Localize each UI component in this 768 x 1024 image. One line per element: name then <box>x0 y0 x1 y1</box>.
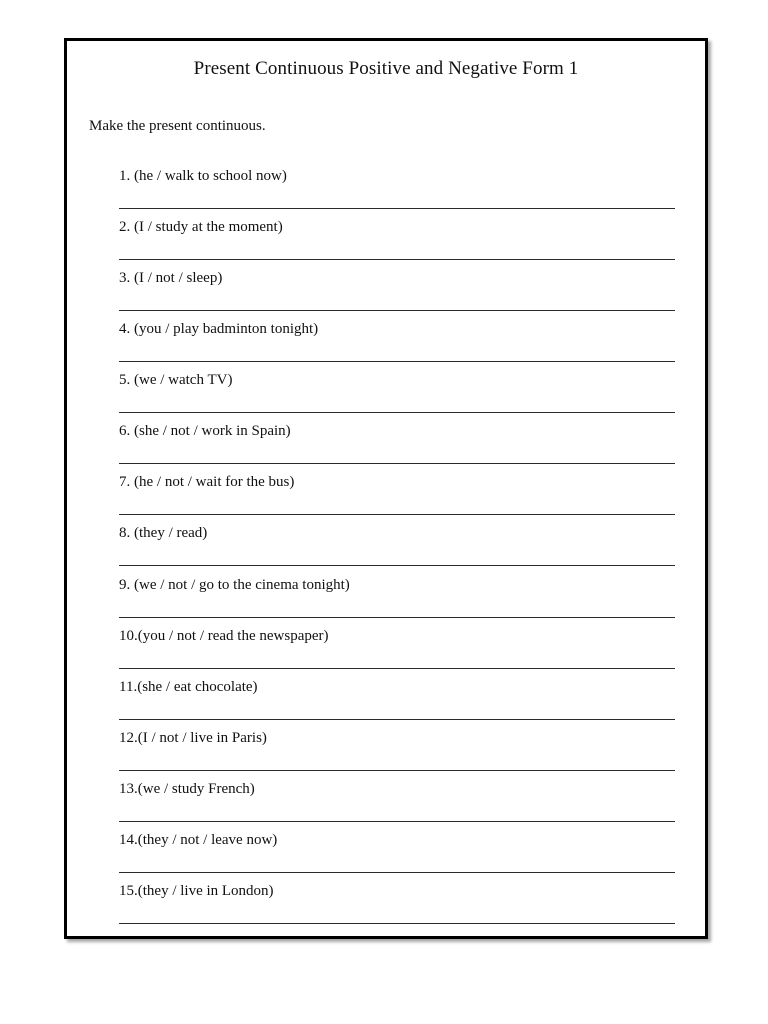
exercise-prompt: 1. (he / walk to school now) <box>119 168 287 184</box>
worksheet-page <box>64 38 708 939</box>
answer-line <box>119 872 675 873</box>
answer-line <box>119 821 675 822</box>
exercise-item <box>119 263 675 314</box>
answer-line <box>119 668 675 669</box>
answer-line <box>119 259 675 260</box>
exercise-item <box>119 774 675 825</box>
exercise-prompt: 5. (we / watch TV) <box>119 372 233 389</box>
answer-line <box>119 208 675 209</box>
exercise-prompt: 3. (I / not / sleep) <box>119 270 223 287</box>
answer-line <box>119 565 675 566</box>
worksheet-title: Present Continuous Positive and Negative Form 1 <box>193 58 579 79</box>
exercise-list <box>119 161 675 927</box>
exercise-prompt: 4. (you / play badminton tonight) <box>119 321 319 338</box>
answer-line <box>119 361 675 362</box>
answer-line <box>119 463 675 464</box>
answer-line <box>119 412 675 413</box>
exercise-prompt: 12.(I / not / live in Paris) <box>119 729 267 746</box>
exercise-prompt: 15.(they / live in London) <box>119 882 274 899</box>
answer-line <box>119 770 675 771</box>
exercise-item <box>119 416 675 467</box>
exercise-item <box>119 876 675 927</box>
exercise-item <box>119 672 675 723</box>
exercise-prompt: 6. (she / not / work in Spain) <box>119 423 291 440</box>
answer-line <box>119 617 675 618</box>
exercise-prompt: 10.(you / not / read the newspaper) <box>119 627 329 644</box>
exercise-prompt: 9. (we / not / go to the cinema tonight) <box>119 576 350 593</box>
exercise-item <box>119 314 675 365</box>
exercise-item <box>119 723 675 774</box>
answer-line <box>119 719 675 720</box>
exercise-item <box>119 825 675 876</box>
answer-line <box>119 514 675 515</box>
exercise-prompt: 14.(they / not / leave now) <box>119 831 278 848</box>
exercise-item <box>119 467 675 518</box>
answer-line <box>119 923 675 924</box>
instruction-text: Make the present continuous. <box>89 118 266 134</box>
exercise-prompt: 7. (he / not / wait for the bus) <box>119 474 295 491</box>
exercise-item <box>119 621 675 672</box>
exercise-prompt: 11.(she / eat chocolate) <box>119 678 258 695</box>
exercise-item <box>119 212 675 263</box>
exercise-prompt: 2. (I / study at the moment) <box>119 219 283 236</box>
exercise-item <box>119 161 675 212</box>
answer-line <box>119 310 675 311</box>
exercise-item <box>119 518 675 569</box>
exercise-prompt: 8. (they / read) <box>119 525 208 542</box>
exercise-prompt: 13.(we / study French) <box>119 780 255 797</box>
exercise-item <box>119 570 675 621</box>
exercise-item <box>119 365 675 416</box>
